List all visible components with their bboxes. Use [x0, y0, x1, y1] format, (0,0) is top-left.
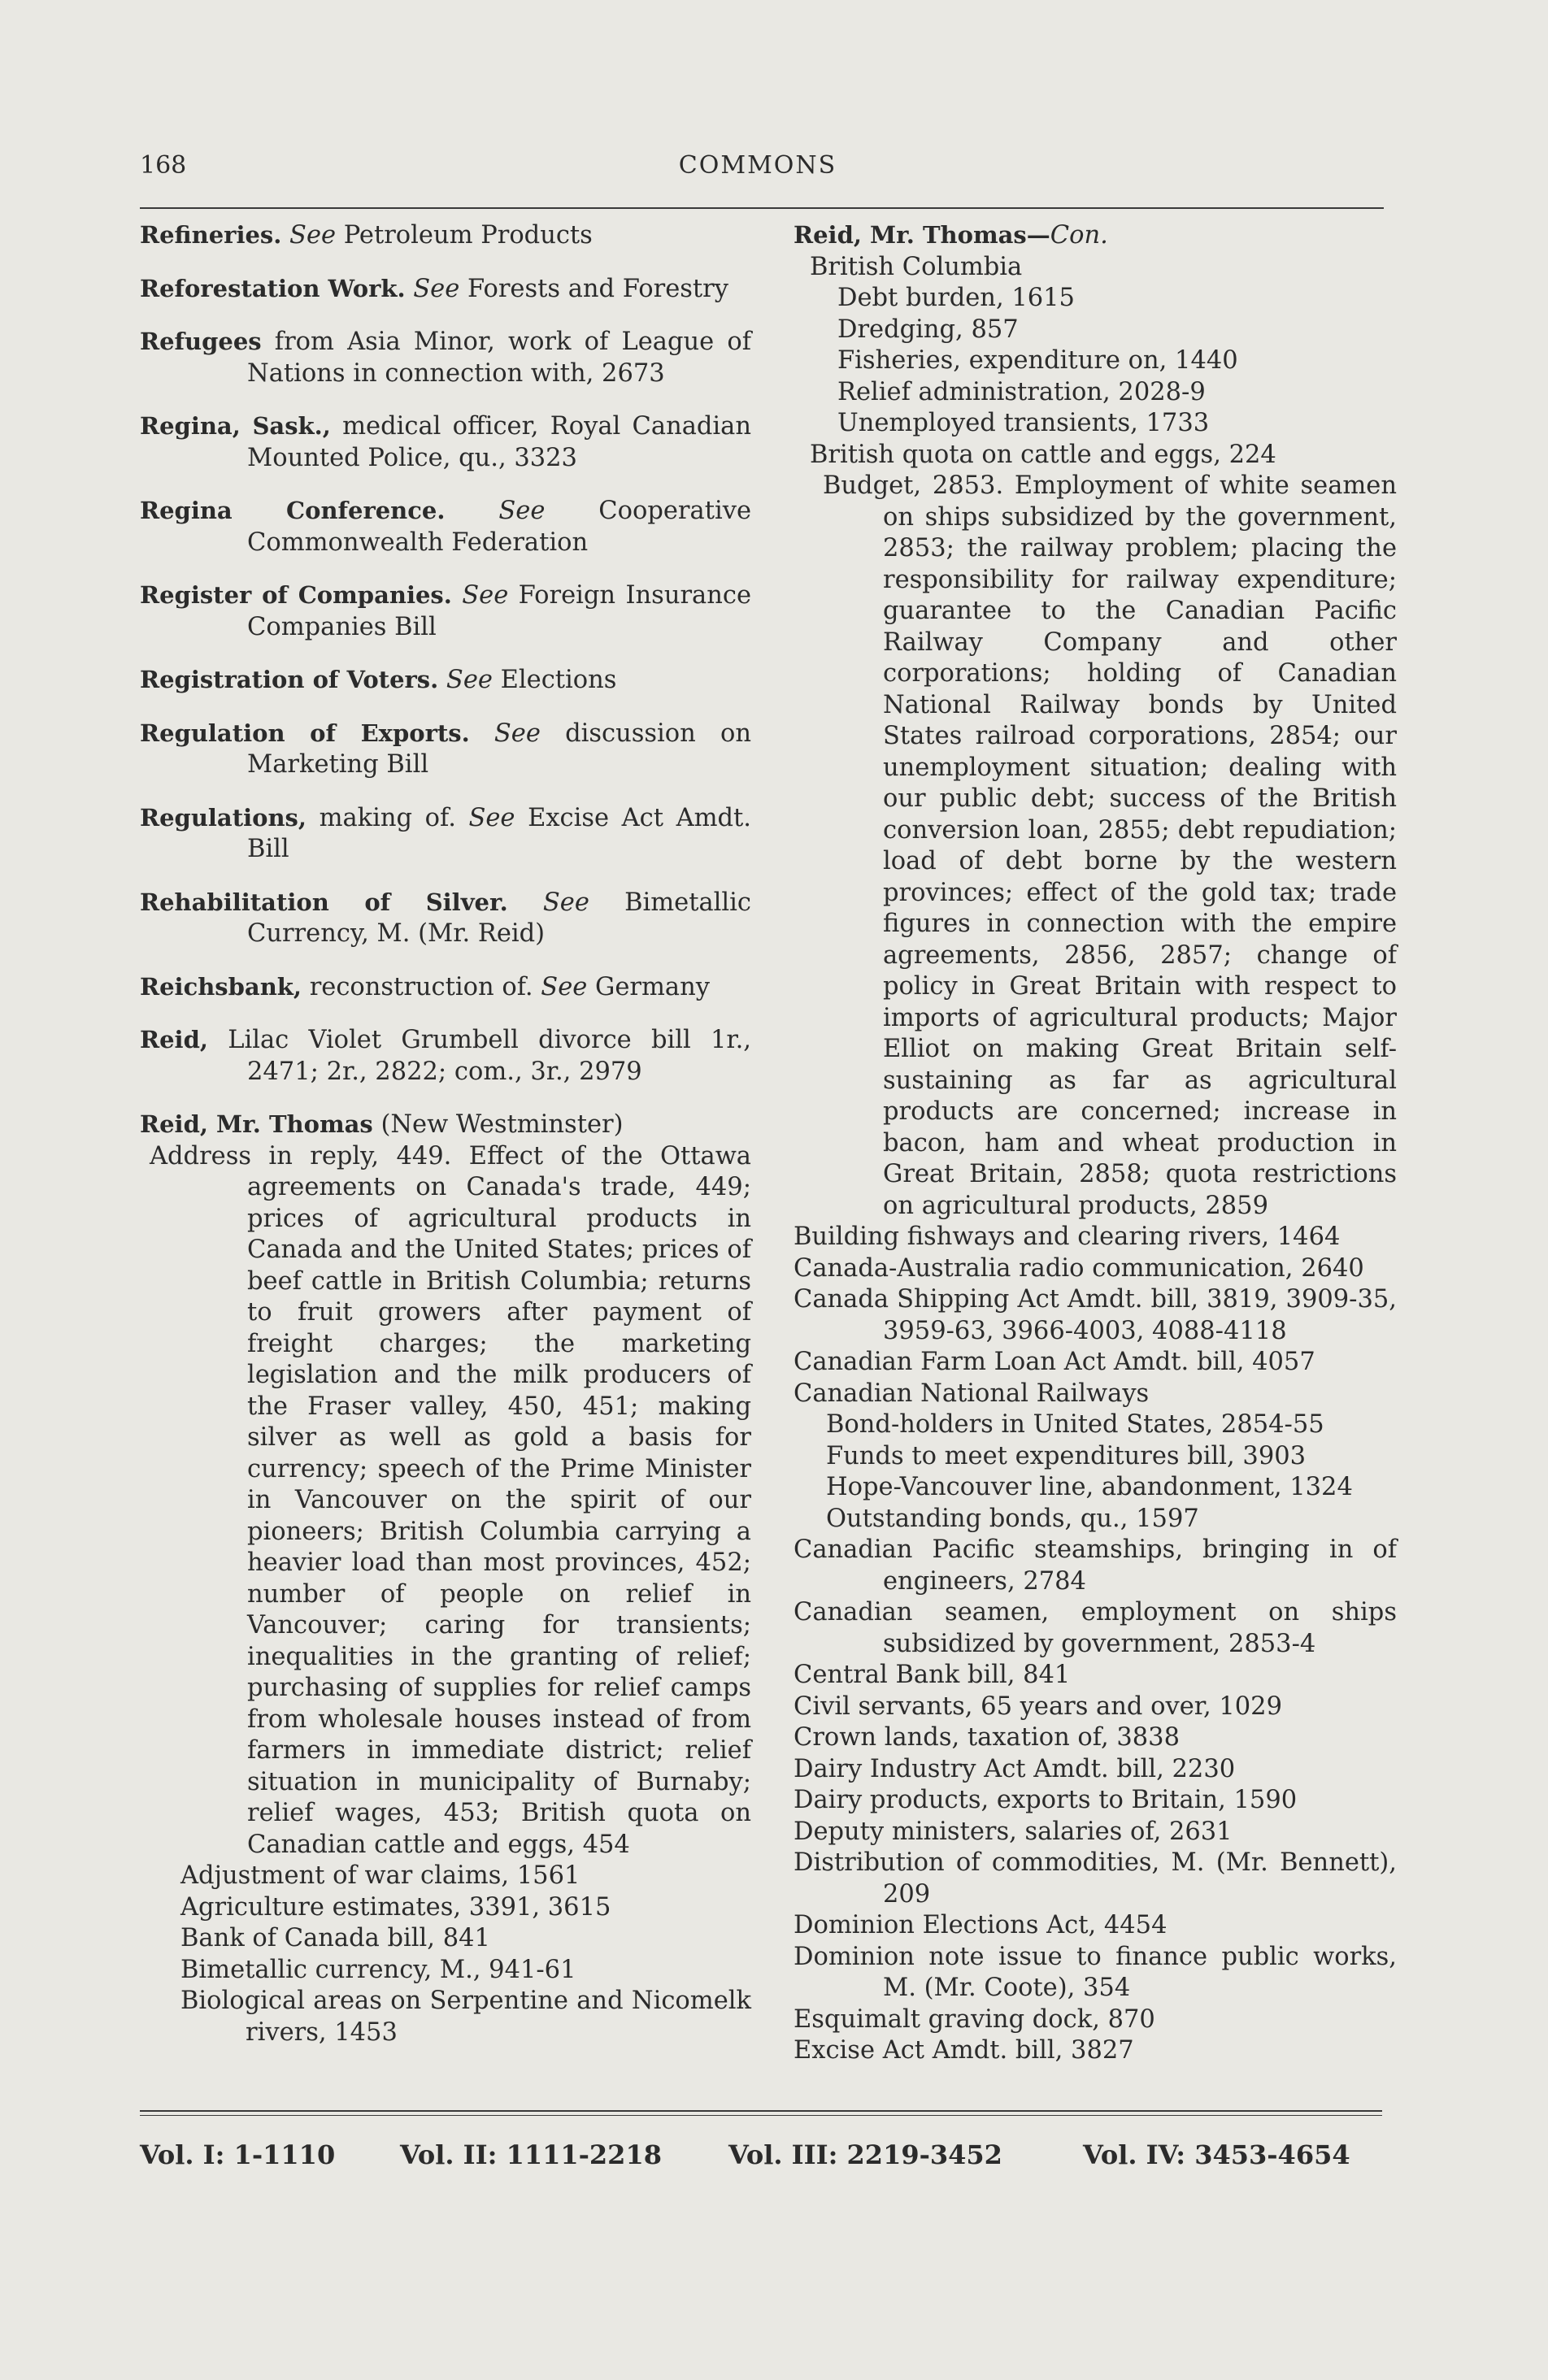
index-entry-regina-conference: Regina Conference. See Cooperative Commonwealth Federation	[140, 497, 751, 557]
list-item: Unemployed transients, 1733	[837, 409, 1210, 437]
index-entry-refugees: Refugees from Asia Minor, work of League of Nations in connection with, 2673	[140, 328, 751, 388]
list-item: Central Bank bill, 841	[794, 1661, 1071, 1689]
list-item: Bank of Canada bill, 841	[180, 1924, 490, 1952]
index-entry-reforestation: Reforestation Work. See Forests and Forestry	[140, 274, 728, 303]
continued-heading: Reid, Mr. Thomas—Con.	[794, 221, 1108, 250]
budget-entry: Budget, 2853. Employment of white seamen on ships subsidized by the government, 2853; the railway problem; placing the responsibility for railway expenditure; guarantee to the Canadian Pacific Railway Company and other corporations; holding of Canadian National Railway bonds by United States railroad corporations, 2854; our unemployment situation; dealing with our public debt; success of the British conversion loan, 2855; debt repudiation; load of debt borne by the western provinces; effect of the gold tax; trade figures in connection with the empire agreements, 2856, 2857; change of policy in Great Britain with respect to imports of agricultural products; Major Elliot on making Great Britain self-sustaining as far as agricultural products are concerned; increase in bacon, ham and wheat production in Great Britain, 2858; quota restrictions on agricultural products, 2859	[823, 471, 1397, 1220]
list-item: Dominion Elections Act, 4454	[794, 1911, 1168, 1939]
list-item: Canadian Farm Loan Act Amdt. bill, 4057	[794, 1348, 1315, 1376]
volume-2: Vol. II: 1111-2218	[400, 2139, 662, 2170]
list-item: Excise Act Amdt. bill, 3827	[794, 2036, 1134, 2065]
list-item: Esquimalt graving dock, 870	[794, 2004, 1155, 2034]
index-entry-regulation-exports: Regulation of Exports. See discussion on Marketing Bill	[140, 719, 752, 779]
list-item: Crown lands, taxation of, 3838	[794, 1723, 1180, 1752]
list-item: Dairy products, exports to Britain, 1590	[794, 1786, 1298, 1814]
list-item: Debt burden, 1615	[837, 284, 1075, 312]
volume-1: Vol. I: 1-1110	[140, 2139, 336, 2170]
list-item: Fisheries, expenditure on, 1440	[837, 346, 1238, 375]
list-item: Funds to meet expenditures bill, 3903	[826, 1441, 1307, 1470]
list-item: Distribution of commodities, M. (Mr. Bennett), 209	[794, 1848, 1397, 1909]
list-item: Canada-Australia radio communication, 2640	[794, 1253, 1364, 1283]
list-item: Dredging, 857	[837, 315, 1019, 344]
volume-4: Vol. IV: 3453-4654	[1083, 2139, 1350, 2170]
bc-label: British Columbia	[810, 252, 1023, 281]
index-entry-reichsbank: Reichsbank, reconstruction of. See Germany	[140, 972, 710, 1001]
page-header	[140, 151, 1376, 192]
address-in-reply: Address in reply, 449. Effect of the Ottawa agreements on Canada's trade, 449; prices of agricultural products in Canada and the United States; prices of beef cattle in British Columbia; returns to fruit growers after payment of freight charges; the marketing legislation and the milk producers of the Fraser valley, 450, 451; making silver as well as gold a basis for currency; speech of the Prime Minister in Vancouver on the spirit of our pioneers; British Columbia carrying a heavier load than most provinces, 452; number of people on relief in Vancouver; caring for transients; inequalities in the granting of relief; purchasing of supplies for relief camps from wholesale houses instead of from farmers in immediate district; relief situation in municipality of Burnaby; relief wages, 453; British quota on Canadian cattle and eggs, 454	[150, 1141, 751, 1859]
index-entry-regulations: Regulations, making of. See Excise Act Amdt. Bill	[140, 803, 751, 863]
list-item: British quota on cattle and eggs, 224	[810, 440, 1276, 469]
list-item: Canadian Pacific steamships, bringing in of engineers, 2784	[794, 1535, 1397, 1596]
list-item: Canada Shipping Act Amdt. bill, 3819, 3909-35, 3959-63, 3966-4003, 4088-4118	[794, 1285, 1397, 1345]
index-entry-refineries: Refineries. See Petroleum Products	[140, 221, 593, 250]
list-item: Agriculture estimates, 3391, 3615	[180, 1892, 611, 1922]
footer-rule	[140, 2110, 1382, 2112]
right-column	[794, 219, 1397, 2067]
index-entry-reid-thomas: Reid, Mr. Thomas (New Westminster) Address in reply, 449. Effect of the Ottawa agreements on Canada's trade, 449; prices of agricultural products in Canada and the United States; prices of beef cattle in British Columbia; returns to fruit growers after payment of freight charges; the marketing legislation and the milk producers of the Fraser valley, 450, 451; making silver as well as gold a basis for currency; speech of the Prime Minister in Vancouver on the spirit of our pioneers; British Columbia carrying a heavier load than most provinces, 452; number of people on relief in Vancouver; caring for transients; inequalities in the granting of relief; purchasing of supplies for relief camps from wholesale houses instead of from farmers in immediate district; relief situation in municipality of Burnaby; relief wages, 453; British quota on Canadian cattle and eggs, 454 Adjustment of war claims, 1561 Agriculture estimates, 3391, 3615 Bank of Canada bill, 841 Bimetallic currency, M., 941-61 Biological areas on Serpentine and Nicomelk rivers, 1453	[140, 1109, 751, 2048]
index-entry-regina: Regina, Sask., medical officer, Royal Canadian Mounted Police, qu., 3323	[140, 412, 751, 472]
list-item: Dominion note issue to finance public works, M. (Mr. Coote), 354	[794, 1942, 1397, 2002]
footer-rule-thin	[140, 2115, 1382, 2116]
list-item: Canadian seamen, employment on ships subsidized by government, 2853-4	[794, 1598, 1397, 1658]
list-item: Bimetallic currency, M., 941-61	[180, 1955, 576, 1984]
list-item: Adjustment of war claims, 1561	[180, 1861, 580, 1890]
list-item: Civil servants, 65 years and over, 1029	[794, 1692, 1282, 1721]
list-item: Dairy Industry Act Amdt. bill, 2230	[794, 1754, 1236, 1783]
running-head: COMMONS	[678, 151, 837, 180]
page-number: 168	[140, 151, 187, 180]
header-rule	[140, 207, 1384, 209]
list-item: Building fishways and clearing rivers, 1464	[794, 1223, 1341, 1251]
list-item: Outstanding bonds, qu., 1597	[826, 1504, 1199, 1533]
list-item: Biological areas on Serpentine and Nicomelk rivers, 1453	[180, 1987, 751, 2047]
index-entry-reid-lilac: Reid, Lilac Violet Grumbell divorce bill 1r., 2471; 2r., 2822; com., 3r., 2979	[140, 1026, 751, 1086]
left-column	[140, 219, 751, 2058]
index-entry-register: Register of Companies. See Foreign Insurance Companies Bill	[140, 581, 751, 641]
volume-3: Vol. III: 2219-3452	[728, 2139, 1002, 2170]
list-item: Deputy ministers, salaries of, 2631	[794, 1817, 1233, 1846]
cnr-label: Canadian National Railways	[794, 1379, 1150, 1408]
list-item: Bond-holders in United States, 2854-55	[826, 1410, 1324, 1439]
list-item: Hope-Vancouver line, abandonment, 1324	[826, 1473, 1353, 1501]
index-entry-registration: Registration of Voters. See Elections	[140, 666, 617, 694]
list-item: Relief administration, 2028-9	[837, 377, 1206, 406]
index-entry-rehabilitation: Rehabilitation of Silver. See Bimetallic Currency, M. (Mr. Reid)	[140, 888, 751, 948]
